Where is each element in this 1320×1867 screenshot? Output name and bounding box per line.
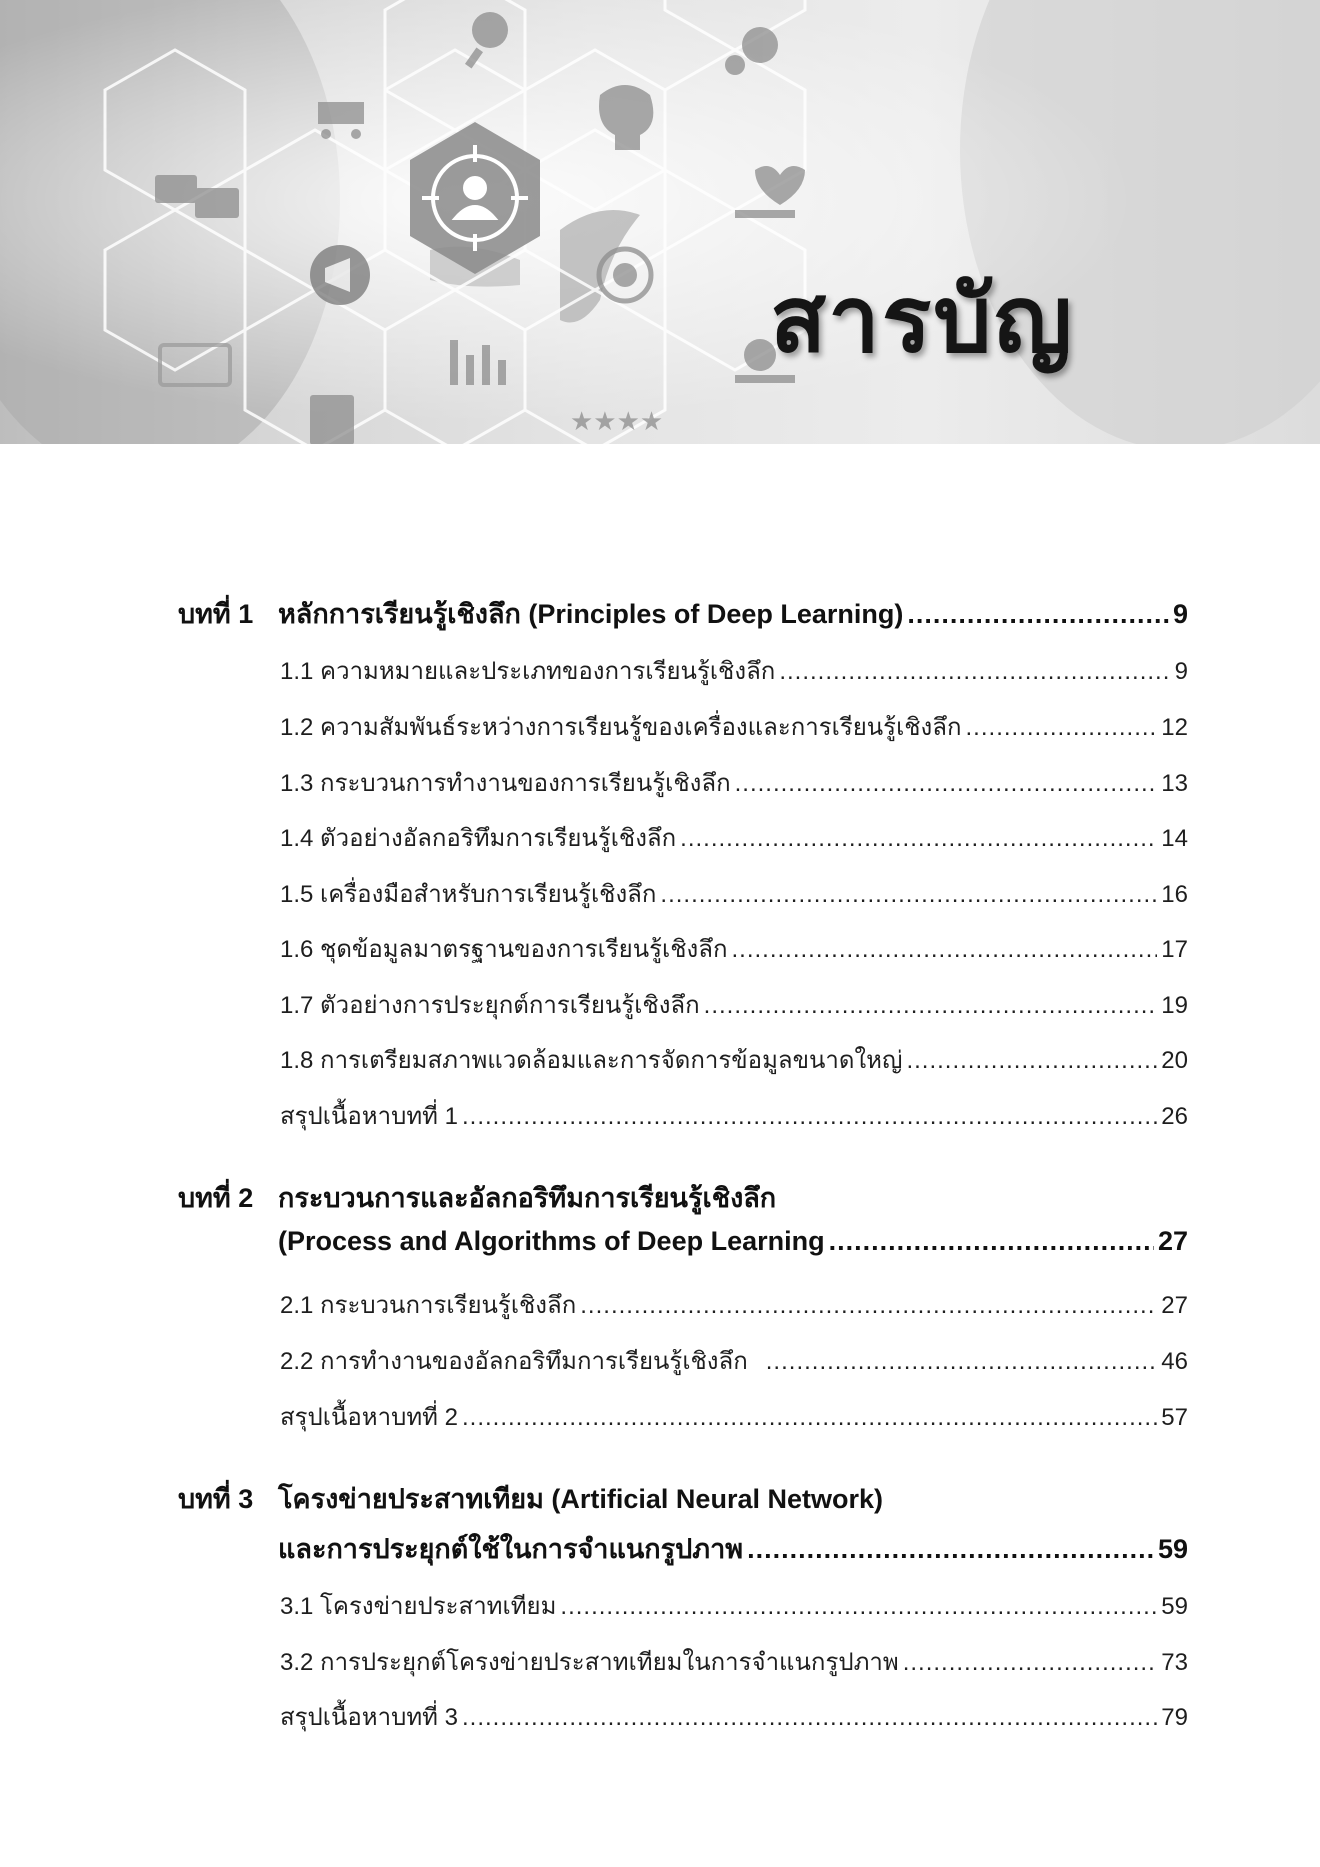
toc-entry-1-6[interactable]: 1.6 ชุดข้อมูลมาตรฐานของการเรียนรู้เชิงลึก ..... 17 bbox=[280, 929, 1188, 968]
toc-entry-1-8[interactable]: 1.8 การเตรียมสภาพแวดล้อมและการจัดการข้อมูลขนาดใหญ่ ..... 20 bbox=[280, 1040, 1188, 1079]
header-banner bbox=[0, 0, 1320, 444]
toc-entry-1-3[interactable]: 1.3 กระบวนการทำงานของการเรียนรู้เชิงลึก ..... 13 bbox=[280, 763, 1188, 802]
chapter-title-line-2: และการประยุกต์ใช้ในการจำแนกรูปภาพ bbox=[278, 1534, 744, 1564]
chapter-2-heading-cont[interactable] bbox=[278, 1226, 1188, 1257]
toc-entry-3-summary[interactable]: สรุปเนื้อหาบทที่ 3 ..... 79 bbox=[280, 1697, 1188, 1736]
chapter-prefix: บทที่ 3 bbox=[178, 1484, 254, 1514]
document-icon bbox=[310, 395, 354, 444]
chapter-page: 27 bbox=[1157, 1226, 1188, 1256]
chapter-2-heading[interactable] bbox=[178, 1176, 1188, 1219]
chapter-title-line-2: (Process and Algorithms of Deep Learning bbox=[278, 1226, 825, 1256]
chapter-title: กระบวนการและอัลกอริทึมการเรียนรู้เชิงลึก bbox=[278, 1183, 777, 1213]
toc-entry-3-2[interactable]: 3.2 การประยุกต์โครงข่ายประสาทเทียมในการจำแนกรูปภาพ ..... 73 bbox=[280, 1642, 1188, 1681]
toc-entry-1-7[interactable]: 1.7 ตัวอย่างการประยุกต์การเรียนรู้เชิงลึก ..... 19 bbox=[280, 985, 1188, 1024]
chapter-3-heading[interactable] bbox=[178, 1477, 1188, 1520]
toc-entry-1-4[interactable]: 1.4 ตัวอย่างอัลกอริทึมการเรียนรู้เชิงลึก ..... 14 bbox=[280, 818, 1188, 857]
toc-entry-1-5[interactable]: 1.5 เครื่องมือสำหรับการเรียนรู้เชิงลึก ..... 16 bbox=[280, 874, 1188, 913]
leader-dots bbox=[907, 599, 1169, 630]
toc-entry-2-summary[interactable]: สรุปเนื้อหาบทที่ 2 ..... 57 bbox=[280, 1397, 1188, 1436]
page-title: สารบัญ bbox=[770, 266, 1075, 373]
chapter-title: หลักการเรียนรู้เชิงลึก (Principles of Deep Learning) bbox=[278, 599, 904, 629]
chapter-prefix: บทที่ 2 bbox=[178, 1183, 254, 1213]
svg-text:★★★★: ★★★★ bbox=[570, 407, 664, 437]
banner-artwork bbox=[0, 0, 1320, 444]
chapter-1-heading[interactable] bbox=[178, 592, 1188, 635]
toc-entry-2-1[interactable]: 2.1 กระบวนการเรียนรู้เชิงลึก ..... 27 bbox=[280, 1285, 1188, 1324]
chapter-page: 9 bbox=[1172, 599, 1188, 629]
toc-entry-1-2[interactable]: 1.2 ความสัมพันธ์ระหว่างการเรียนรู้ของเครื่องและการเรียนรู้เชิงลึก ..... 12 bbox=[280, 707, 1188, 746]
megaphone-icon bbox=[310, 245, 370, 305]
chapter-3-heading-cont[interactable] bbox=[278, 1527, 1188, 1570]
leader-dots bbox=[829, 1226, 1154, 1257]
toc-entry-2-2[interactable]: 2.2 การทำงานของอัลกอริทึมการเรียนรู้เชิงลึก ..... 46 bbox=[280, 1341, 1188, 1380]
toc-entry-1-summary[interactable]: สรุปเนื้อหาบทที่ 1 ..... 26 bbox=[280, 1096, 1188, 1135]
toc-entry-3-1[interactable]: 3.1 โครงข่ายประสาทเทียม ..... 59 bbox=[280, 1586, 1188, 1625]
leader-dots bbox=[747, 1534, 1154, 1565]
toc-entry-1-1[interactable]: 1.1 ความหมายและประเภทของการเรียนรู้เชิงลึก ..... 9 bbox=[280, 651, 1188, 690]
chapter-page: 59 bbox=[1157, 1534, 1188, 1564]
chapter-prefix: บทที่ 1 bbox=[178, 599, 254, 629]
stars-icon bbox=[570, 407, 663, 437]
chapter-title: โครงข่ายประสาทเทียม (Artificial Neural Network) bbox=[278, 1484, 883, 1514]
